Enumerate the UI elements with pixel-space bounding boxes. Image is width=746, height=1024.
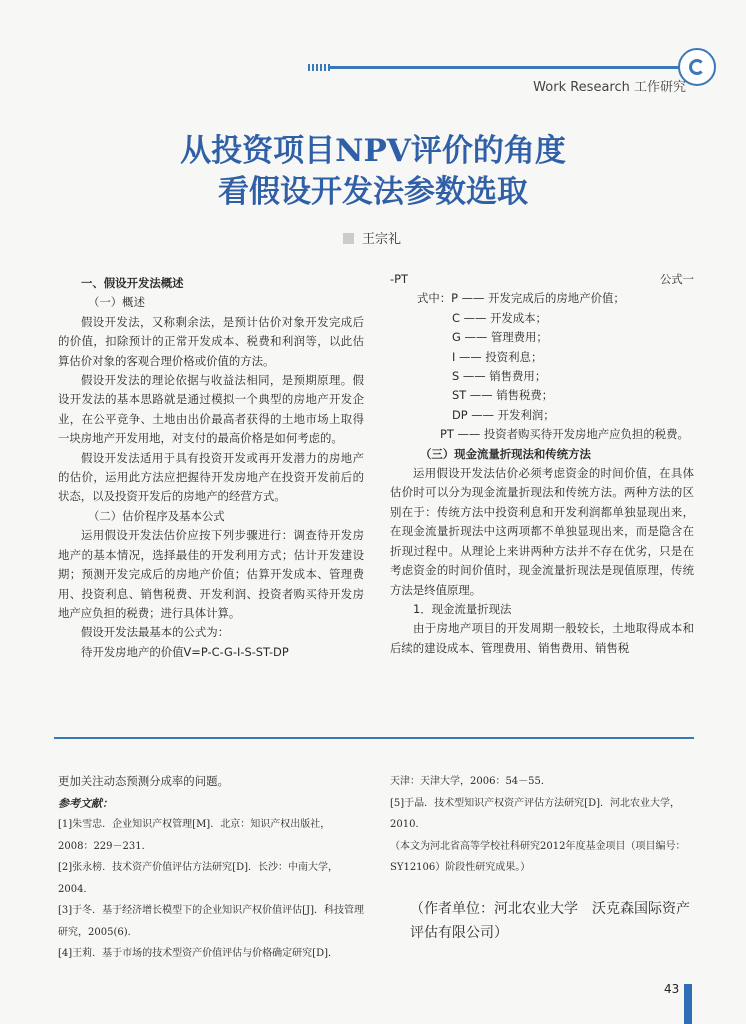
author-line [343,228,401,247]
subsection-heading: （二）估价程序及基本公式 [88,508,225,523]
definition-item: DP —— 开发利润； [452,407,555,422]
paragraph: 假设开发法，又称剩余法，是预计估价对象开发完成后的价值，扣除预计的正常开发成本、税费和利润等，以此估算估价对象的客观合理价格或价值的方法。 [58,314,364,368]
continued-text: 更加关注动态预测分成率的问题。 [58,774,229,788]
formula-label: 公式一 [659,272,694,286]
page-number: 43 [664,982,680,996]
section-divider [54,737,694,739]
reference-item: 天津：天津大学，2006：54－55． [390,776,551,787]
left-column [58,274,364,662]
definition-item: C —— 开发成本； [452,310,547,325]
author-name: 王宗礼 [362,232,402,247]
definition-item: I —— 投资利息； [452,349,543,364]
author-marker-icon [343,233,354,244]
references-right [390,771,694,945]
reference-item: [1]朱雪忠．企业知识产权管理[M]．北京：知识产权出版社，2008：229－231． [58,819,331,852]
paragraph: 假设开发法的理论依据与收益法相同，是预期原理。假设开发法的基本思路就是通过模拟一个典型的房地产开发企业，在公平竞争、土地由出价最高者获得的土地市场上取得一块房地产开发用地，对支付的最高价格是如何考虑的。 [58,373,364,446]
journal-section: Work Research 工作研究 [533,80,686,95]
paragraph: 由于房地产项目的开发周期一般较长，土地取得成本和后续的建设成本、管理费用、销售费用、销售税 [390,621,694,655]
paragraph: 假设开发法最基本的公式为： [81,625,230,640]
reference-item: [5]于晶．技术型知识产权资产评估方法研究[D]．河北农业大学，2010． [390,797,680,830]
definition-item: G —— 管理费用； [452,330,548,345]
formula-continuation [390,270,694,289]
paragraph: 运用假设开发法估价必须考虑资金的时间价值，在具体估价时可以分为现金流量折现法和传统方法。两种方法的区别在于：传统方法中投资利息和开发利润都单独显现出来，在现金流量折现法中这两项都不单独显现出来，而是隐含在折现过程中。从理论上来讲两种方法并不存在优劣，只是在考虑资金的时间价值时，现金流量折现法是现值原理，传统方法是终值原理。 [390,466,694,597]
funding-note: （本文为河北省高等学校社科研究2012年度基金项目（项目编号：SY12106）阶段性研究成果。） [390,840,686,873]
subsection-heading: （三）现金流量折现法和传统方法 [420,446,591,461]
numbered-heading: 1．现金流量折现法 [413,601,512,616]
subsection-heading: （一）概述 [88,295,145,310]
formula-tail: -PT [390,272,408,286]
article-title-line-1: 从投资项目NPV评价的角度 [180,133,566,169]
reference-item: [2]张永榜．技术资产价值评估方法研究[D]．长沙：中南大学，2004． [58,862,338,895]
references-left [58,771,364,965]
definition-item: ST —— 销售税费； [452,388,554,403]
article-title-line-2: 看假设开发法参数选取 [218,174,528,210]
reference-item: [3]于冬．基于经济增长模型下的企业知识产权价值评估[J]．科技管理研究，2005(6)． [58,905,364,938]
paragraph: 假设开发法适用于具有投资开发或再开发潜力的房地产的估价，运用此方法应把握待开发房地产在投资开发前后的状态，以及投资开发后的房地产的经营方式。 [58,450,364,504]
formula-line: 待开发房地产的价值V=P-C-G-I-S-ST-DP [81,644,289,659]
references-label: 参考文献： [58,796,113,810]
definition-item: PT —— 投资者购买待开发房地产应负担的税费。 [440,427,689,442]
header-dotted-rule [308,64,330,71]
definition-item: S —— 销售费用； [452,369,547,384]
right-column [390,270,694,658]
header-rule [328,66,686,69]
paragraph: 运用假设开发法估价应按下列步骤进行：调查待开发房地产的基本情况，选择最佳的开发利用方式；估计开发建设期；预测开发完成后的房地产价值；估算开发成本、管理费用、投资利息、销售税费、开发利润、投资者购买待开发房地产应负担的税费；进行具体计算。 [58,528,364,620]
definition-item: 式中：P —— 开发完成后的房地产价值； [417,291,625,306]
reference-item: [4]王莉．基于市场的技术型资产价值评估与价格确定研究[D]． [58,948,338,959]
page-edge-bar [684,984,692,1024]
section-heading: 一、假设开发法概述 [81,276,184,290]
author-affiliation: （作者单位：河北农业大学 沃克森国际资产评估有限公司） [410,900,690,941]
